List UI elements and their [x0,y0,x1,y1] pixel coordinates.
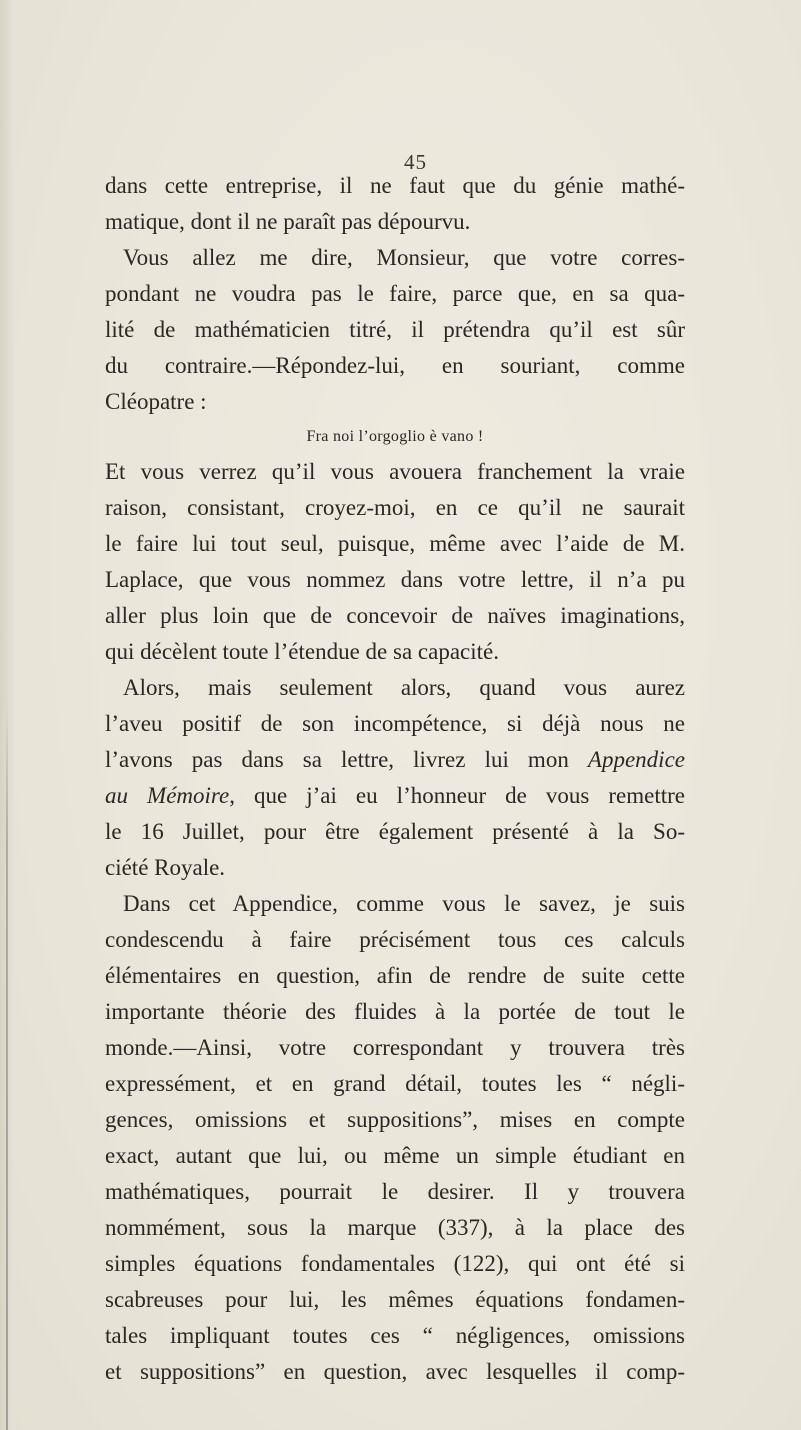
text-line: aller plus loin que de concevoir de naïves imaginations, [105,603,685,628]
text-line: monde.—Ainsi, votre correspondant y trouvera très [105,1035,685,1060]
text-line: condescendu à faire précisément tous ces calculs [105,927,685,952]
body-text [105,168,685,1390]
text-segment: l’avons pas dans sa lettre, livrez lui mon [105,747,588,772]
text-line: matique, dont il ne paraît pas dépourvu. [105,209,471,234]
text-line: Et vous verrez qu’il vous avouera franchement la vraie [105,459,685,484]
text-line: qui décèlent toute l’étendue de sa capacité. [105,639,499,664]
text-line: dans cette entreprise, il ne faut que du génie mathé- [105,173,685,198]
text-line: le faire lui tout seul, puisque, même avec l’aide de M. [105,531,685,556]
text-line: importante théorie des fluides à la portée de tout le [105,999,685,1024]
text-line: nommément, sous la marque (337), à la place des [105,1215,685,1240]
text-line: scabreuses pour lui, les mêmes équations fondamen- [105,1287,685,1312]
quotation-line: Fra noi l’orgoglio è vano ! [306,428,484,445]
text-line: Vous allez me dire, Monsieur, que votre corres- [123,245,685,270]
text-line: pondant ne voudra pas le faire, parce que, en sa qua- [105,281,685,306]
page-number: 45 [404,150,427,174]
text-line [105,742,685,778]
text-line: Laplace, que vous nommez dans votre lettre, il n’a pu [105,567,685,592]
text-line: Alors, mais seulement alors, quand vous aurez [123,675,685,700]
text-line: ciété Royale. [105,855,226,880]
text-line: gences, omissions et suppositions”, mises en compte [105,1107,685,1132]
text-line: le 16 Juillet, pour être également présenté à la So- [105,819,685,844]
text-line: simples équations fondamentales (122), qui ont été si [105,1251,685,1276]
text-line: lité de mathématicien titré, il prétendra qu’il est sûr [105,317,685,342]
gutter-edge-line [6,700,8,1430]
text-line: expressément, et en grand détail, toutes les “ négli- [105,1071,685,1096]
italic-title: au Mémoire [105,783,230,808]
text-line: Cléopatre : [105,389,207,414]
text-line: Dans cet Appendice, comme vous le savez, je suis [123,891,685,916]
italic-title: Appendice [587,747,685,772]
text-line: tales impliquant toutes ces “ négligences, omissions [105,1323,685,1348]
text-line: mathématiques, pourrait le desirer. Il y trouvera [105,1179,685,1204]
text-line: du contraire.—Répondez-lui, en souriant, comme [105,353,685,378]
text-line: et suppositions” en question, avec lesquelles il comp- [105,1359,685,1384]
text-segment: , que j’ai eu l’honneur de vous remettre [229,783,685,808]
text-line: l’aveu positif de son incompétence, si déjà nous ne [105,711,685,736]
text-line: raison, consistant, croyez-moi, en ce qu’il ne saurait [105,495,685,520]
text-line: élémentaires en question, afin de rendre de suite cette [105,963,685,988]
text-line: exact, autant que lui, ou même un simple étudiant en [105,1143,685,1168]
text-line [105,778,685,814]
